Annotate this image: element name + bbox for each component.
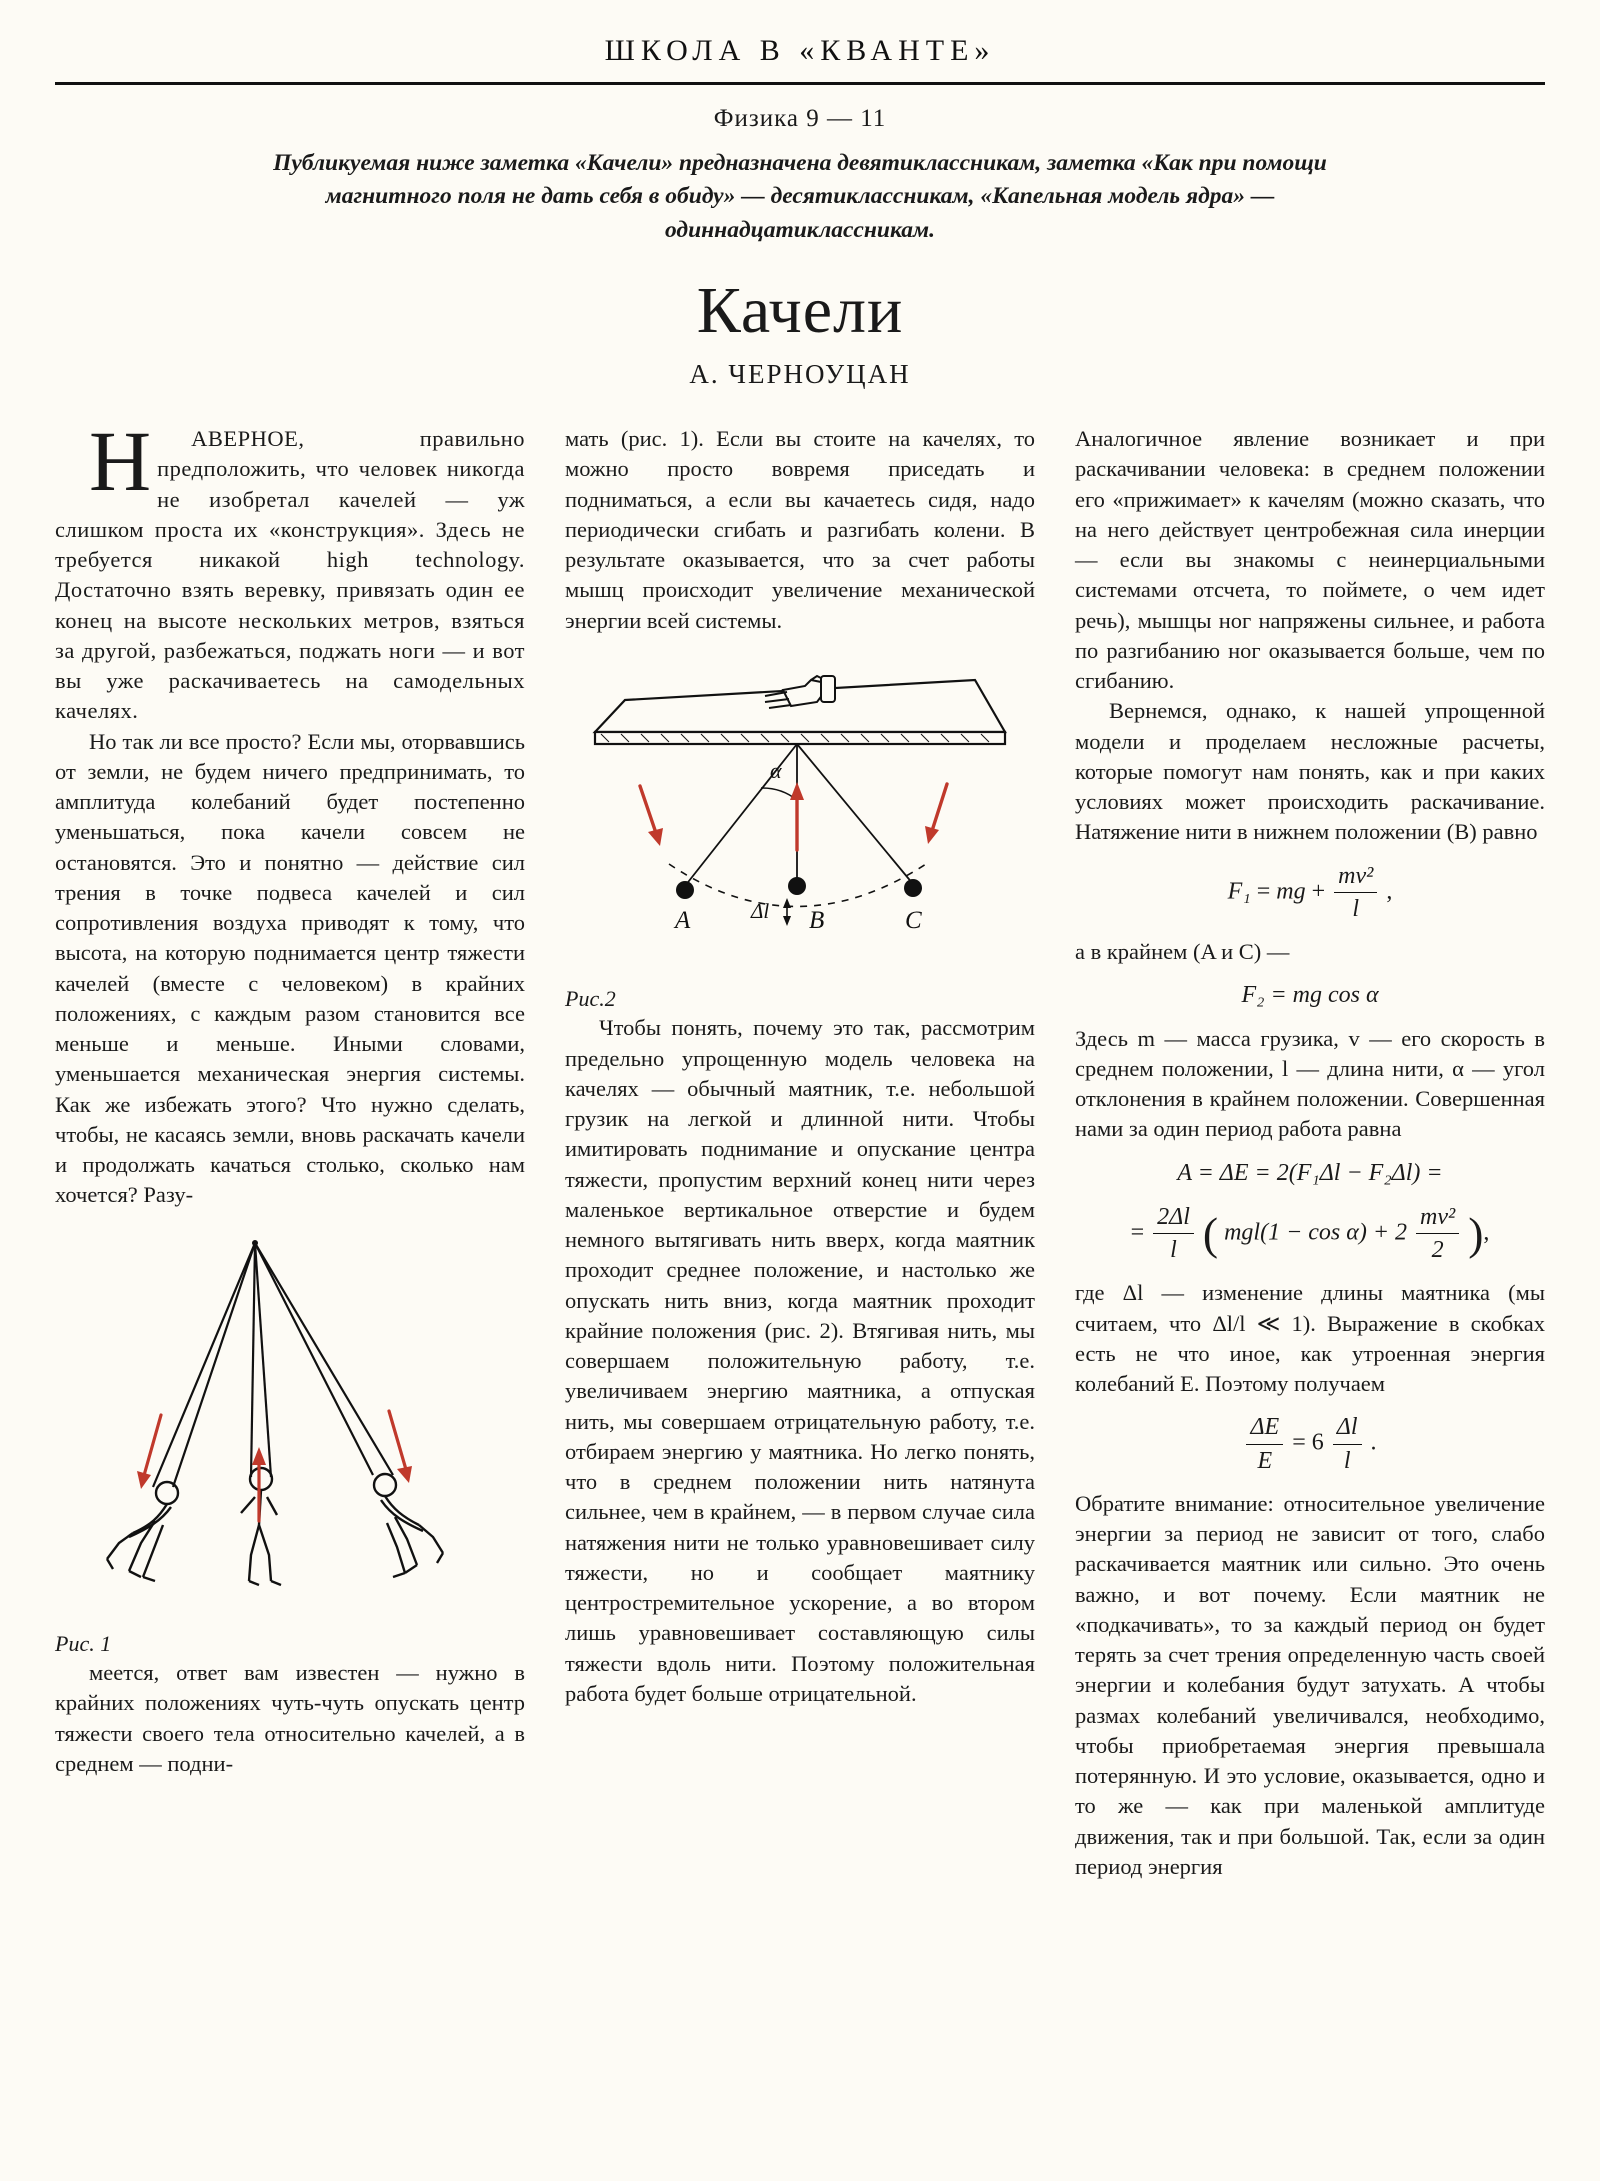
formula-work-line1: A = ΔE = 2(F₁Δl − F₂Δl) = [1177, 1159, 1443, 1186]
formula-F1-lhs: F₁ [1227, 877, 1251, 904]
drop-cap: Н [89, 413, 152, 510]
formula-relative-lhs [1246, 1411, 1283, 1477]
subject-line: Физика 9 — 11 [713, 105, 887, 132]
svg-text:Δl: Δl [751, 898, 770, 923]
formula-relative-dot: . [1370, 1429, 1377, 1456]
formula-work-fraction [1153, 1201, 1194, 1267]
paragraph-3-3: а в крайнем (A и C) — [1075, 939, 1290, 965]
bob-A [676, 881, 694, 899]
column-3 [1075, 424, 1545, 1882]
formula-work-inner: mgl(1 − cos α) + 2 [1224, 1219, 1408, 1246]
figure-1-caption: Рис. 1 [55, 1630, 112, 1656]
formula-relative-energy [1075, 1411, 1545, 1477]
figure-1-person-right [374, 1474, 443, 1577]
paragraph-1-3: меется, ответ вам известен — нужно в крайних положениях чуть-чуть опускать центр тяжести своего тела относительно качелей, а в среднем — подни- [55, 1660, 525, 1776]
paragraph-3-5: где Δl — изменение длины маятника (мы считаем, что Δl/l ≪ 1). Выражение в скобках есть не что иное, как утроенная энергия колебаний E. Поэтому получаем [1075, 1280, 1545, 1397]
figure-1 [55, 1225, 525, 1625]
formula-F1-term1: mg [1276, 877, 1306, 904]
formula-F1-tail: , [1386, 877, 1393, 904]
formula-work-num: 2Δl [1157, 1203, 1190, 1230]
figure-2-drawing [565, 650, 1035, 980]
formula-relative-rhs [1333, 1411, 1362, 1477]
figure-2-delta-l [750, 898, 791, 926]
formula-relative-num2: Δl [1336, 1414, 1358, 1441]
formula-work-inner-den: 2 [1416, 1233, 1459, 1266]
author-name: А. ЧЕРНОУЦАН [689, 359, 911, 390]
formula-relative-num1: ΔE [1250, 1414, 1280, 1441]
bob-B [788, 877, 806, 895]
figure-2-caption: Рис.2 [565, 985, 616, 1011]
lead-paragraph: Публикуемая ниже заметка «Качели» предназначена девятиклассникам, заметка «Как при помощи магнитного поля не дать себя в обиду» — десятиклассникам, «Капельная модель ядра» — одиннадцатиклассникам. [273, 150, 1327, 243]
formula-relative-eq: = [1292, 1429, 1306, 1456]
paragraph-2-1: мать (рис. 1). Если вы стоите на качелях, то можно просто вовремя приседать и подниматься, а если вы качаетесь сидя, надо периодически сгибать и разгибать колени. В результате оказывается, что за счет работы мышц происходит увеличение механической энергии всей системы. [565, 426, 1035, 633]
formula-F1-eq: = [1256, 877, 1271, 904]
figure-2-strings [685, 744, 913, 886]
page-title: Качели [696, 274, 904, 348]
formula-relative-coef: 6 [1311, 1429, 1324, 1456]
paragraph-1-1 [55, 413, 525, 727]
paragraph-2-2: Чтобы понять, почему это так, рассмотрим предельно упрощенную модель человека на качелях — обычный маятник, т.е. небольшой грузик на легкой и длинной нити. Чтобы имитировать поднимание и опускание центра тяжести, пропустим верхний конец нити через маленькое вертикальное отверстие и будем немного вытягивать нить вверх, когда маятник проходит среднее положение, и настолько же опускать нить вниз, когда маятник проходит крайние положения (рис. 2). Втягивая нить, мы совершаем положительную работу, т.е. увеличиваем энергию маятника, а отпуская нить, мы совершаем отрицательную работу, т.е. отбираем энергию у маятника. Но легко понять, что в среднем положении нить натянута сильнее, чем в крайнем, — в первом случае сила натяжения нити не только уравновешивает силу тяжести, но и сообщает маятнику центростремительное ускорение, а во втором лишь уравновешивает составляющую силы тяжести вдоль нити. Поэтому положительная работа будет больше отрицательной. [565, 1015, 1035, 1706]
figure-1-person-left [107, 1482, 178, 1581]
paragraph-1-1-text: АВЕРНОЕ, правильно предположить, что человек никогда не изобретал качелей — уж слишком проста их «конструкция». Здесь не требуется никакой high technology. Достаточно взять веревку, привязать один ее конец на высоте нескольких метров, взяться за другой, разбежаться, поджать ноги — и вот вы уже раскачиваетесь на самодельных качелях. [55, 426, 525, 724]
figure-1-person-middle [241, 1468, 281, 1585]
figure-2-label-B: B [809, 906, 825, 934]
rubric-divider [55, 82, 1545, 85]
figure-2-label-alpha: α [770, 757, 782, 783]
figure-1-drawing [55, 1225, 525, 1625]
figure-2-arrows [640, 782, 947, 850]
figure-2-label-C: C [905, 906, 922, 934]
formula-relative-den1: E [1246, 1444, 1283, 1477]
formula-F1-plus: + [1311, 877, 1326, 904]
paragraph-3-1: Аналогичное явление возникает и при раскачивании человека: в среднем положении его «прижимает» к качелям (можно сказать, что на него действует центробежная сила инерции — если вы знакомы с неинерциальными системами отсчета, то поймете, о чем идет речь), мышцы ног напряжены сильнее, и работа по разгибанию ног оказывается больше, чем по сгибанию. [1075, 426, 1545, 694]
figure-2 [565, 650, 1035, 980]
formula-work-den: l [1153, 1233, 1194, 1266]
page-content [55, 34, 1545, 1882]
formula-F1 [1075, 860, 1545, 926]
paragraph-3-6: Обратите внимание: относительное увеличение энергии за период не зависит от того, слабо раскачивается маятник или сильно. Это очень важно, и вот почему. Если маятник не «подкачивать», то за каждый период он будет терять за счет трения определенную часть своей энергии и колебания будут затухать. А чтобы размах колебаний увеличивался, необходимо, чтобы приобретаемая энергия превышала потерянную. И это условие, оказывается, одно и то же — как при маленькой амплитуде движения, так и при большой. Так, если за один период энергия [1075, 1490, 1545, 1879]
rubric-title: ШКОЛА В «КВАНТЕ» [604, 34, 996, 67]
article-columns [55, 413, 1545, 1882]
paragraph-1-2: Но так ли все просто? Если мы, оторвавшись от земли, не будем ничего предпринимать, то амплитуда колебаний будет постепенно уменьшаться, пока качели совсем не остановятся. Это и понятно — действие сил трения в точке подвеса качелей и сил сопротивления воздуха приводят к тому, что высота, на которую поднимается центр тяжести качелей (вместе с человеком) в крайних положениях, с каждым разом становится все меньше и меньше. Иными словами, уменьшается механическая энергия системы. Как же избежать этого? Что нужно сделать, чтобы, не касаясь земли, вновь раскачать качели и продолжать качаться столько, сколько нам хочется? Разу- [55, 728, 525, 1208]
formula-work-inner-num: mv² [1420, 1203, 1456, 1230]
column-2 [565, 424, 1035, 1882]
figure-2-label-A: A [675, 906, 691, 934]
formula-F1-denominator: l [1334, 892, 1377, 925]
formula-F2: F₂ = mg cos α [1241, 982, 1379, 1009]
formula-F1-fraction [1334, 860, 1377, 926]
formula-F1-numerator: mv² [1338, 862, 1374, 889]
formula-work-line2: = $\frac{2\Delta l}{l}$ ( mgl(1 − cos α) + 2 $\frac{\text{mv²}}{2}$ ), [1075, 1201, 1545, 1267]
formula-relative-den2: l [1333, 1444, 1362, 1477]
formula-work-inner-fraction [1416, 1201, 1459, 1267]
paragraph-3-4: Здесь m — масса грузика, v — его скорость в среднем положении, l — длина нити, α — угол отклонения в крайнем положении. Совершенная нами за один период работа равна [1075, 1025, 1545, 1142]
column-1 [55, 413, 525, 1882]
paragraph-3-2: Вернемся, однако, к нашей упрощенной модели и проделаем несложные расчеты, которые помогут нам понять, как и при каких условиях может происходить раскачивание. Натяжение нити в нижнем положении (B) равно [1075, 698, 1545, 845]
bob-C [904, 879, 922, 897]
